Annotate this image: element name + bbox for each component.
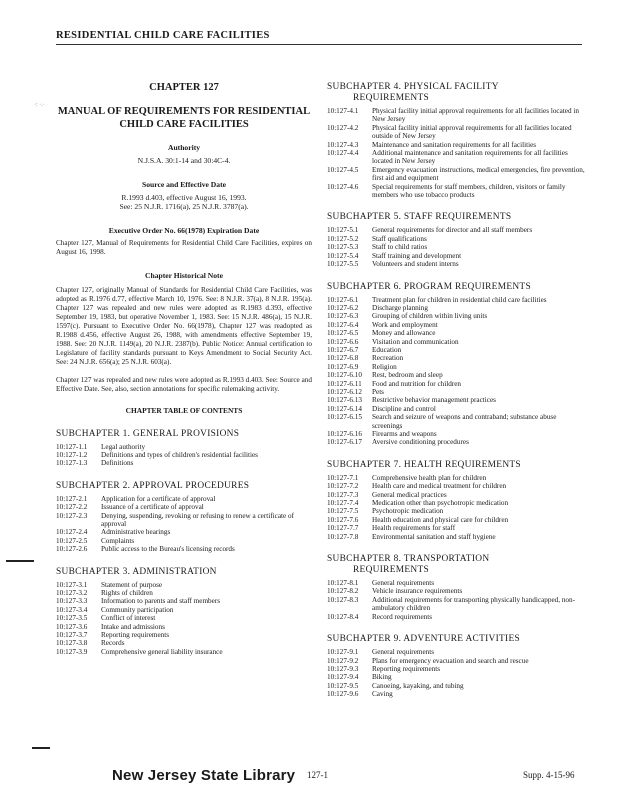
section-number: 10:127-6.5 <box>327 329 359 338</box>
section-number: 10:127-5.2 <box>327 234 359 243</box>
section-title: Caving <box>372 690 393 699</box>
history-paragraph-1: Chapter 127, originally Manual of Standards for Residential Child Care Facilities, was adopted as R.1976 d.77, effective March 10, 1976. See: 8 N.J.R. 37(a), 8 N.J.R. 195(a). Chapter 127 was repealed and new rules were adopted as R.1983 d.393, effective September 19, 1983, but operative November 1, 1983. See: 15 N.J.R. 486(a), 15 N.J.R. 1597(c). Pursuant to Executive Order No. 66(1978), Chapter 127 was readopted as R.1988 d.456, effective August 26, 1988, with amendments effective September 19, 1988. See: 20 N.J.R. 1149(a), 20 N.J.R. 2387(b). Public Notice: Annual certification to Legislature of facility standards pursuant to Keys Amendment to Social Security Act. See: 24 N.J.R. 656(a); 25 N.J.R. 603(a). <box>56 285 312 366</box>
section-entry <box>327 141 585 149</box>
section-number: 10:127-3.7 <box>56 631 88 639</box>
section-entry <box>56 537 312 545</box>
supplement-date: Supp. 4-15-96 <box>523 770 575 780</box>
section-entry <box>327 690 585 698</box>
subchapter-title <box>327 212 585 223</box>
section-title: Food and nutrition for children <box>372 379 462 388</box>
section-entry <box>327 388 585 396</box>
section-entry <box>327 396 585 404</box>
section-entry <box>327 474 585 482</box>
section-entry <box>56 606 312 614</box>
section-title: Health education and physical care for children <box>372 515 509 524</box>
section-number: 10:127-6.7 <box>327 345 359 354</box>
executive-order-heading: Executive Order No. 66(1978) Expiration Date <box>108 225 260 235</box>
source-line2: See: 25 N.J.R. 1716(a), 25 N.J.R. 3787(a). <box>119 202 249 211</box>
section-title: Aversive conditioning procedures <box>372 438 469 447</box>
section-entry <box>327 149 585 166</box>
section-title: Statement of purpose <box>101 580 163 589</box>
header-rule <box>56 44 582 45</box>
section-entry <box>327 183 585 200</box>
section-entry <box>327 507 585 515</box>
section-title: Volunteers and student interns <box>372 260 459 269</box>
running-head: RESIDENTIAL CHILD CARE FACILITIES <box>56 30 270 41</box>
section-list <box>327 474 585 541</box>
section-entry <box>327 166 585 183</box>
section-number: 10:127-9.2 <box>327 656 359 665</box>
section-title: Rest, bedroom and sleep <box>372 371 443 380</box>
section-number: 10:127-3.3 <box>56 597 88 606</box>
section-number: 10:127-8.4 <box>327 612 359 621</box>
section-number: 10:127-5.1 <box>327 226 359 235</box>
section-title: Canoeing, kayaking, and tubing <box>372 681 464 690</box>
section-number: 10:127-3.6 <box>56 622 88 631</box>
chapter-number: CHAPTER 127 <box>149 82 219 93</box>
section-number: 10:127-6.11 <box>327 379 362 388</box>
section-entry <box>56 614 312 622</box>
section-title: Conflict of interest <box>101 614 156 623</box>
section-entry <box>327 682 585 690</box>
section-entry <box>56 512 312 529</box>
section-entry <box>56 528 312 536</box>
section-number: 10:127-1.2 <box>56 450 88 459</box>
section-number: 10:127-6.17 <box>327 438 362 447</box>
section-number: 10:127-7.8 <box>327 532 359 541</box>
toc-right-list <box>327 82 585 699</box>
section-title: Application for a certificate of approval <box>101 494 216 503</box>
subchapter-title <box>327 460 585 471</box>
section-title: Additional maintenance and sanitation requirements for all facilities located in New Jersey <box>372 149 568 166</box>
section-list <box>327 296 585 447</box>
section-number: 10:127-9.6 <box>327 690 359 699</box>
section-number: 10:127-4.4 <box>327 149 359 158</box>
section-number: 10:127-2.2 <box>56 503 88 512</box>
margin-arrow <box>32 747 50 749</box>
section-title: Pets <box>372 387 384 396</box>
section-number: 10:127-9.4 <box>327 673 359 682</box>
subchapter-title <box>56 429 312 440</box>
subchapter-title <box>327 634 585 645</box>
section-entry <box>327 430 585 438</box>
section-title: Treatment plan for children in residential child care facilities <box>372 295 547 304</box>
section-number: 10:127-7.6 <box>327 515 359 524</box>
section-number: 10:127-6.16 <box>327 430 362 438</box>
section-number: 10:127-3.9 <box>56 647 88 656</box>
section-entry <box>327 371 585 379</box>
authority-heading: Authority <box>167 143 201 152</box>
section-title: General requirements for director and all staff members <box>372 226 533 235</box>
section-number: 10:127-7.5 <box>327 507 359 516</box>
section-title: Definitions and types of children's residential facilities <box>101 450 258 459</box>
section-title: Psychotropic medication <box>372 507 444 516</box>
section-number: 10:127-6.10 <box>327 371 362 380</box>
section-list <box>56 581 312 657</box>
section-title: Environmental sanitation and staff hygiene <box>372 532 496 541</box>
section-title: Reporting requirements <box>372 664 441 673</box>
section-number: 10:127-3.5 <box>56 614 88 623</box>
section-number: 10:127-6.9 <box>327 362 359 371</box>
section-entry <box>327 124 585 141</box>
section-list <box>327 579 585 621</box>
section-title: Intake and admissions <box>101 622 165 631</box>
section-entry <box>327 491 585 499</box>
section-title: Health care and medical treatment for children <box>372 482 507 491</box>
section-title: Staff qualifications <box>372 234 427 243</box>
section-number: 10:127-8.2 <box>327 587 359 596</box>
chapter-title <box>56 105 312 131</box>
section-entry <box>327 226 585 234</box>
section-title: Staff training and development <box>372 251 462 260</box>
section-list <box>327 107 585 199</box>
section-title: Religion <box>372 362 397 371</box>
section-title: Administrative hearings <box>101 528 171 537</box>
section-title: Health requirements for staff <box>372 524 456 533</box>
section-number: 10:127-7.7 <box>327 524 359 533</box>
section-number: 10:127-6.13 <box>327 396 362 405</box>
section-entry <box>327 304 585 312</box>
section-entry <box>327 579 585 587</box>
section-title: Discharge planning <box>372 303 428 312</box>
toc-left-list <box>56 429 312 657</box>
library-stamp: New Jersey State Library <box>112 767 296 784</box>
section-list <box>327 648 585 698</box>
section-entry <box>327 596 585 613</box>
section-title: Reporting requirements <box>101 631 170 639</box>
source-text <box>56 193 312 212</box>
section-entry <box>327 613 585 621</box>
section-entry <box>56 631 312 639</box>
section-entry <box>327 657 585 665</box>
section-entry <box>327 516 585 524</box>
subchapter-title <box>327 554 585 576</box>
section-title: Money and allowance <box>372 329 436 338</box>
toc-heading: CHAPTER TABLE OF CONTENTS <box>125 405 243 415</box>
source-line1: R.1993 d.403, effective August 16, 1993. <box>121 192 247 202</box>
subchapter-title-text: SUBCHAPTER 4. PHYSICAL FACILITY <box>327 82 499 92</box>
section-number: 10:127-6.4 <box>327 320 359 329</box>
section-number: 10:127-3.2 <box>56 588 88 597</box>
section-title: Maintenance and sanitation requirements for all facilities <box>372 140 537 149</box>
chapter-title-line2: CHILD CARE FACILITIES <box>119 119 249 130</box>
section-entry <box>56 623 312 631</box>
section-number: 10:127-4.1 <box>327 107 359 115</box>
section-entry <box>327 648 585 656</box>
section-title: Comprehensive general liability insurance <box>101 647 223 656</box>
section-number: 10:127-4.6 <box>327 182 359 191</box>
section-title: Physical facility initial approval requirements for all facilities located in New Jersey <box>372 107 579 124</box>
section-title: Education <box>372 345 402 354</box>
section-number: 10:127-6.1 <box>327 295 359 304</box>
section-title: Information to parents and staff members <box>101 597 221 606</box>
section-entry <box>56 589 312 597</box>
section-entry <box>327 413 585 430</box>
section-entry <box>56 443 312 451</box>
section-title: Restrictive behavior management practices <box>372 396 496 405</box>
section-title: Emergency evacuation instructions, medical emergencies, fire prevention, first aid and equipment <box>372 165 585 183</box>
section-entry <box>56 451 312 459</box>
section-title: Work and employment <box>372 320 438 329</box>
source-heading: Source and Effective Date <box>141 179 226 189</box>
section-entry <box>56 545 312 553</box>
section-entry <box>327 405 585 413</box>
section-title: Visitation and communication <box>372 337 459 346</box>
section-title: Record requirements <box>372 612 433 621</box>
subchapter-title-cont: REQUIREMENTS <box>353 565 429 576</box>
section-entry <box>327 354 585 362</box>
section-entry <box>327 665 585 673</box>
section-entry <box>327 499 585 507</box>
section-title: Legal authority <box>101 442 146 451</box>
section-number: 10:127-5.4 <box>327 251 359 260</box>
section-number: 10:127-8.3 <box>327 595 359 604</box>
section-number: 10:127-2.3 <box>56 511 88 520</box>
section-title: Special requirements for staff members, children, visitors or family members who use tobacco products <box>372 182 566 200</box>
subchapter-title-text: SUBCHAPTER 6. PROGRAM REQUIREMENTS <box>327 281 531 292</box>
section-number: 10:127-7.4 <box>327 499 359 508</box>
section-title: Records <box>101 639 125 648</box>
section-number: 10:127-6.6 <box>327 337 359 346</box>
section-entry <box>327 312 585 320</box>
margin-mark: ·: ·.· <box>34 102 45 108</box>
section-entry <box>327 438 585 446</box>
section-number: 10:127-4.3 <box>327 140 359 149</box>
history-paragraph-2: Chapter 127 was repealed and new rules were adopted as R.1993 d.403. See: Source and Effective Date. See, also, section annotations for specific rulemaking activity. <box>56 375 312 393</box>
section-title: Medication other than psychotropic medication <box>372 499 509 508</box>
section-number: 10:127-6.8 <box>327 354 359 363</box>
executive-order-text: Chapter 127, Manual of Requirements for Residential Child Care Facilities, expires on August 16, 1998. <box>56 238 312 256</box>
section-title: Grouping of children within living units <box>372 312 488 321</box>
section-number: 10:127-7.1 <box>327 473 359 482</box>
section-title: Community participation <box>101 605 174 614</box>
section-entry <box>56 639 312 647</box>
section-number: 10:127-6.15 <box>327 413 362 422</box>
section-entry <box>327 296 585 304</box>
section-list <box>56 495 312 554</box>
subchapter-title <box>327 282 585 293</box>
subchapter-title-cont: REQUIREMENTS <box>353 93 429 103</box>
section-number: 10:127-6.14 <box>327 404 362 413</box>
section-number: 10:127-9.5 <box>327 681 359 690</box>
margin-arrow <box>6 560 34 562</box>
section-title: Issuance of a certificate of approval <box>101 503 204 512</box>
section-entry <box>327 252 585 260</box>
section-entry <box>56 648 312 656</box>
section-number: 10:127-3.8 <box>56 639 88 648</box>
section-number: 10:127-1.1 <box>56 442 88 451</box>
section-entry <box>327 533 585 541</box>
section-number: 10:127-2.6 <box>56 545 88 554</box>
section-number: 10:127-2.5 <box>56 536 88 545</box>
section-number: 10:127-8.1 <box>327 579 359 588</box>
section-title: General medical practices <box>372 490 447 499</box>
section-entry <box>56 495 312 503</box>
section-title: Rights of children <box>101 588 153 597</box>
section-entry <box>327 346 585 354</box>
section-title: Staff to child ratios <box>372 243 428 252</box>
section-number: 10:127-2.4 <box>56 528 88 537</box>
section-number: 10:127-7.2 <box>327 482 359 491</box>
section-entry <box>327 321 585 329</box>
section-number: 10:127-2.1 <box>56 494 88 503</box>
section-entry <box>327 338 585 346</box>
subchapter-title-text: SUBCHAPTER 5. STAFF REQUIREMENTS <box>327 212 512 223</box>
section-title: Public access to the Bureau's licensing records <box>101 545 235 554</box>
subchapter-title <box>327 82 585 104</box>
section-entry <box>56 459 312 467</box>
section-title: Definitions <box>101 459 134 468</box>
chapter-title-line1: MANUAL OF REQUIREMENTS FOR RESIDENTIAL <box>57 106 311 117</box>
section-number: 10:127-4.5 <box>327 165 359 174</box>
section-number: 10:127-9.1 <box>327 648 359 657</box>
section-title: General requirements <box>372 579 435 588</box>
section-title: Discipline and control <box>372 404 436 413</box>
section-number: 10:127-5.5 <box>327 260 359 269</box>
subchapter-title <box>56 567 312 578</box>
section-number: 10:127-6.2 <box>327 303 359 312</box>
section-title: Plans for emergency evacuation and search and rescue <box>372 656 529 665</box>
subchapter-title <box>56 481 312 492</box>
right-column <box>327 82 585 712</box>
section-number: 10:127-6.3 <box>327 312 359 321</box>
section-title: Firearms and weapons <box>372 430 437 438</box>
section-title: Complaints <box>101 536 135 545</box>
authority-text: N.J.S.A. 30:1-14 and 30:4C-4. <box>137 156 231 165</box>
subchapter-title-text: SUBCHAPTER 9. ADVENTURE ACTIVITIES <box>327 634 521 645</box>
section-title: Physical facility initial approval requirements for all facilities located outside of New Jersey <box>372 123 572 141</box>
section-number: 10:127-3.4 <box>56 605 88 614</box>
section-title: Denying, suspending, revoking or refusing to renew a certificate of approval <box>101 511 295 528</box>
section-entry <box>327 260 585 268</box>
section-entry <box>327 329 585 337</box>
section-entry <box>327 363 585 371</box>
section-number: 10:127-1.3 <box>56 459 88 468</box>
section-entry <box>56 597 312 605</box>
section-entry <box>327 524 585 532</box>
section-entry <box>327 235 585 243</box>
left-column <box>56 82 312 669</box>
section-entry <box>327 380 585 388</box>
section-entry <box>327 482 585 490</box>
history-heading: Chapter Historical Note <box>145 270 223 280</box>
subchapter-title-text: SUBCHAPTER 8. TRANSPORTATION <box>327 554 490 565</box>
subchapter-title-text: SUBCHAPTER 3. ADMINISTRATION <box>56 566 217 577</box>
section-entry <box>327 243 585 251</box>
section-title: Recreation <box>372 354 404 363</box>
section-entry <box>327 673 585 681</box>
section-list <box>327 226 585 268</box>
section-entry <box>327 107 585 124</box>
subchapter-title-text: SUBCHAPTER 7. HEALTH REQUIREMENTS <box>327 459 521 470</box>
section-title: Comprehensive health plan for children <box>372 473 487 482</box>
subchapter-title-text: SUBCHAPTER 1. GENERAL PROVISIONS <box>56 428 240 439</box>
section-entry <box>327 587 585 595</box>
section-list <box>56 443 312 468</box>
section-title: General requirements <box>372 648 435 657</box>
section-number: 10:127-5.3 <box>327 243 359 252</box>
page-number: 127-1 <box>307 770 328 780</box>
section-entry <box>56 581 312 589</box>
section-entry <box>56 503 312 511</box>
section-title: Search and seizure of weapons and contraband; substance abuse screenings <box>372 413 557 430</box>
section-number: 10:127-7.3 <box>327 490 359 499</box>
section-title: Biking <box>372 673 392 682</box>
section-number: 10:127-3.1 <box>56 580 88 589</box>
subchapter-title-text: SUBCHAPTER 2. APPROVAL PROCEDURES <box>56 480 250 491</box>
section-title: Additional requirements for transporting physically handicapped, non-ambulatory children <box>372 595 575 613</box>
section-number: 10:127-4.2 <box>327 123 359 132</box>
section-title: Vehicle insurance requirements <box>372 587 463 596</box>
section-number: 10:127-9.3 <box>327 664 359 673</box>
section-number: 10:127-6.12 <box>327 387 362 396</box>
